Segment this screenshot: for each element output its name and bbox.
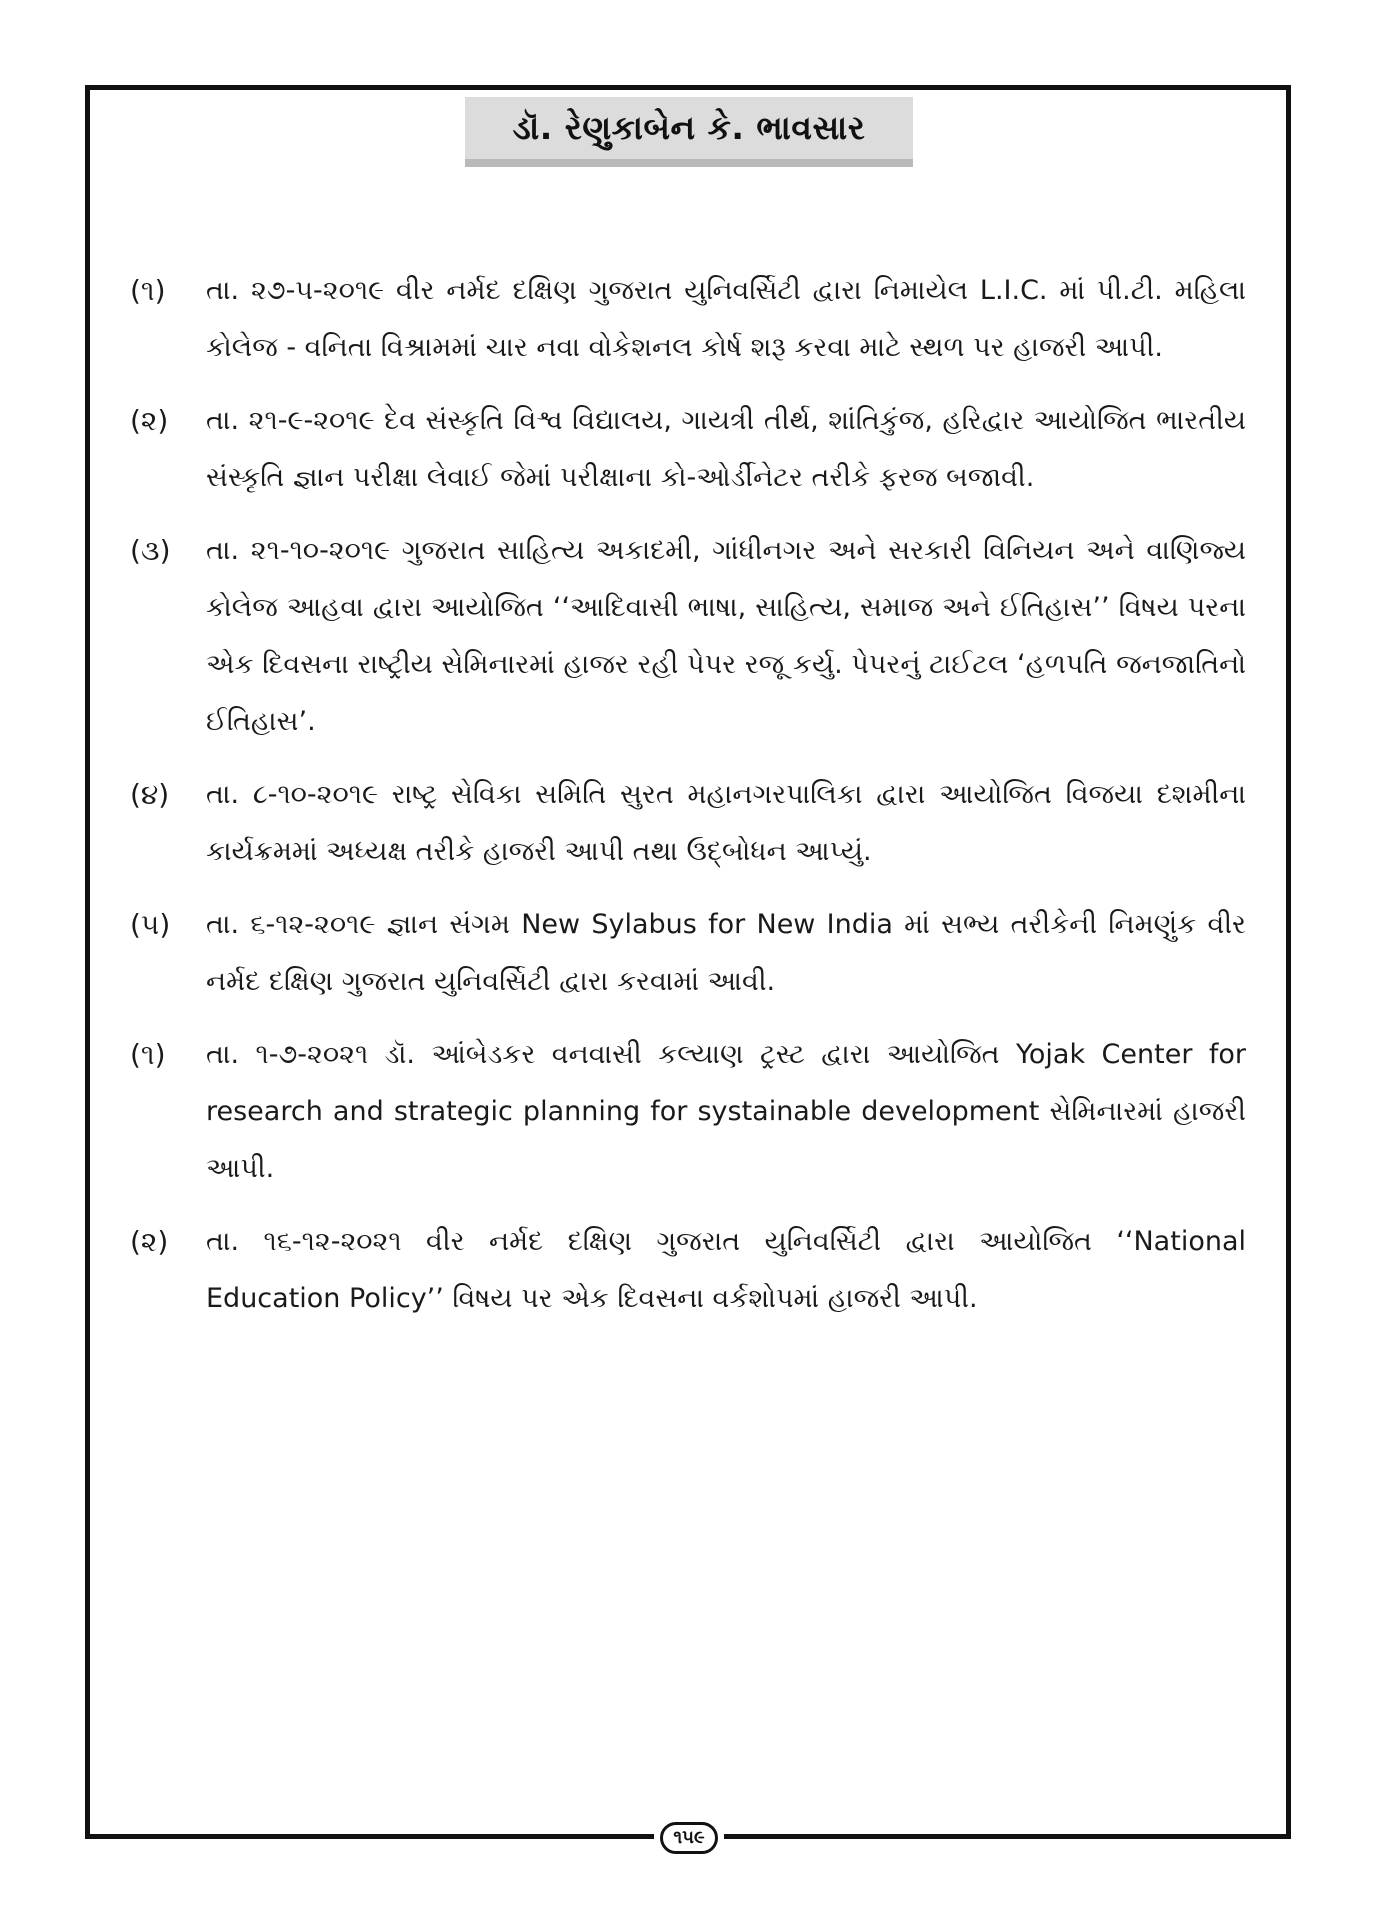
entry-text: તા. ૬-૧૨-૨૦૧૯ જ્ઞાન સંગમ New Sylabus for New India માં સભ્ય તરીકેની નિમણુંક વીર નર્મદ દક્ષિણ ગુજરાત યુનિવર્સિટી દ્વારા કરવામાં આવી. — [206, 909, 1246, 997]
list-item — [130, 1213, 1246, 1327]
entry-list — [130, 262, 1246, 1343]
entry-text: તા. ૮-૧૦-૨૦૧૯ રાષ્ટ્ર સેવિકા સમિતિ સુરત મહાનગરપાલિકા દ્વારા આયોજિત વિજયા દશમીના કાર્યક્રમમાં અધ્યક્ષ તરીકે હાજરી આપી તથા ઉદ્બોધન આપ્યું. — [206, 779, 1246, 867]
entry-text: તા. ૧-૭-૨૦૨૧ ડૉ. આંબેડકર વનવાસી કલ્યાણ ટ્રસ્ટ દ્વારા આયોજિત Yojak Center for research and strategic planning for systainable development સેમિનારમાં હાજરી આપી. — [206, 1039, 1246, 1184]
entry-number: (૧) — [130, 1038, 166, 1071]
entry-text: તા. ૨૭-૫-૨૦૧૯ વીર નર્મદ દક્ષિણ ગુજરાત યુનિવર્સિટી દ્વારા નિમાયેલ L.I.C. માં પી.ટી. મહિલા કોલેજ - વનિતા વિશ્રામમાં ચાર નવા વોકેશનલ કોર્ષ શરૂ કરવા માટે સ્થળ પર હાજરી આપી. — [206, 275, 1246, 363]
entry-text: તા. ૧૬-૧૨-૨૦૨૧ વીર નર્મદ દક્ષિણ ગુજરાત યુનિવર્સિટી દ્વારા આયોજિત ‘‘National Education Policy’’ વિષય પર એક દિવસના વર્કશોપમાં હાજરી આપી. — [206, 1226, 1246, 1314]
list-item — [130, 262, 1246, 376]
list-item — [130, 392, 1246, 506]
entry-number: (૩) — [130, 534, 171, 567]
entry-number: (૨) — [130, 1225, 169, 1258]
list-item — [130, 1026, 1246, 1197]
entry-text: તા. ૨૧-૯-૨૦૧૯ દેવ સંસ્કૃતિ વિશ્વ વિદ્યાલય, ગાયત્રી તીર્થ, શાંતિકુંજ, હરિદ્વાર આયોજિત ભારતીય સંસ્કૃતિ જ્ઞાન પરીક્ષા લેવાઈ જેમાં પરીક્ષાના કો-ઓર્ડીનેટર તરીકે ફરજ બજાવી. — [206, 405, 1246, 493]
entry-number: (૨) — [130, 404, 169, 437]
entry-number: (૫) — [130, 908, 171, 941]
page-title-box — [465, 97, 913, 167]
entry-number: (૪) — [130, 778, 170, 811]
list-item — [130, 766, 1246, 880]
page-number-box — [654, 1820, 724, 1856]
list-item — [130, 522, 1246, 750]
list-item — [130, 896, 1246, 1010]
page-title: ડૉ. રેણુકાબેન કે. ભાવસાર — [512, 108, 866, 147]
entry-number: (૧) — [130, 274, 166, 307]
page-number: ૧૫૯ — [660, 1822, 717, 1854]
entry-text: તા. ૨૧-૧૦-૨૦૧૯ ગુજરાત સાહિત્ય અકાદમી, ગાંધીનગર અને સરકારી વિનિયન અને વાણિજ્ય કોલેજ આહવા દ્વારા આયોજિત ‘‘આદિવાસી ભાષા, સાહિત્ય, સમાજ અને ઈતિહાસ’’ વિષય પરના એક દિવસના રાષ્ટ્રીય સેમિનારમાં હાજર રહી પેપર રજૂ કર્યુ. પેપરનું ટાઈટલ ‘હળપતિ જનજાતિનો ઈતિહાસ’. — [206, 535, 1246, 737]
